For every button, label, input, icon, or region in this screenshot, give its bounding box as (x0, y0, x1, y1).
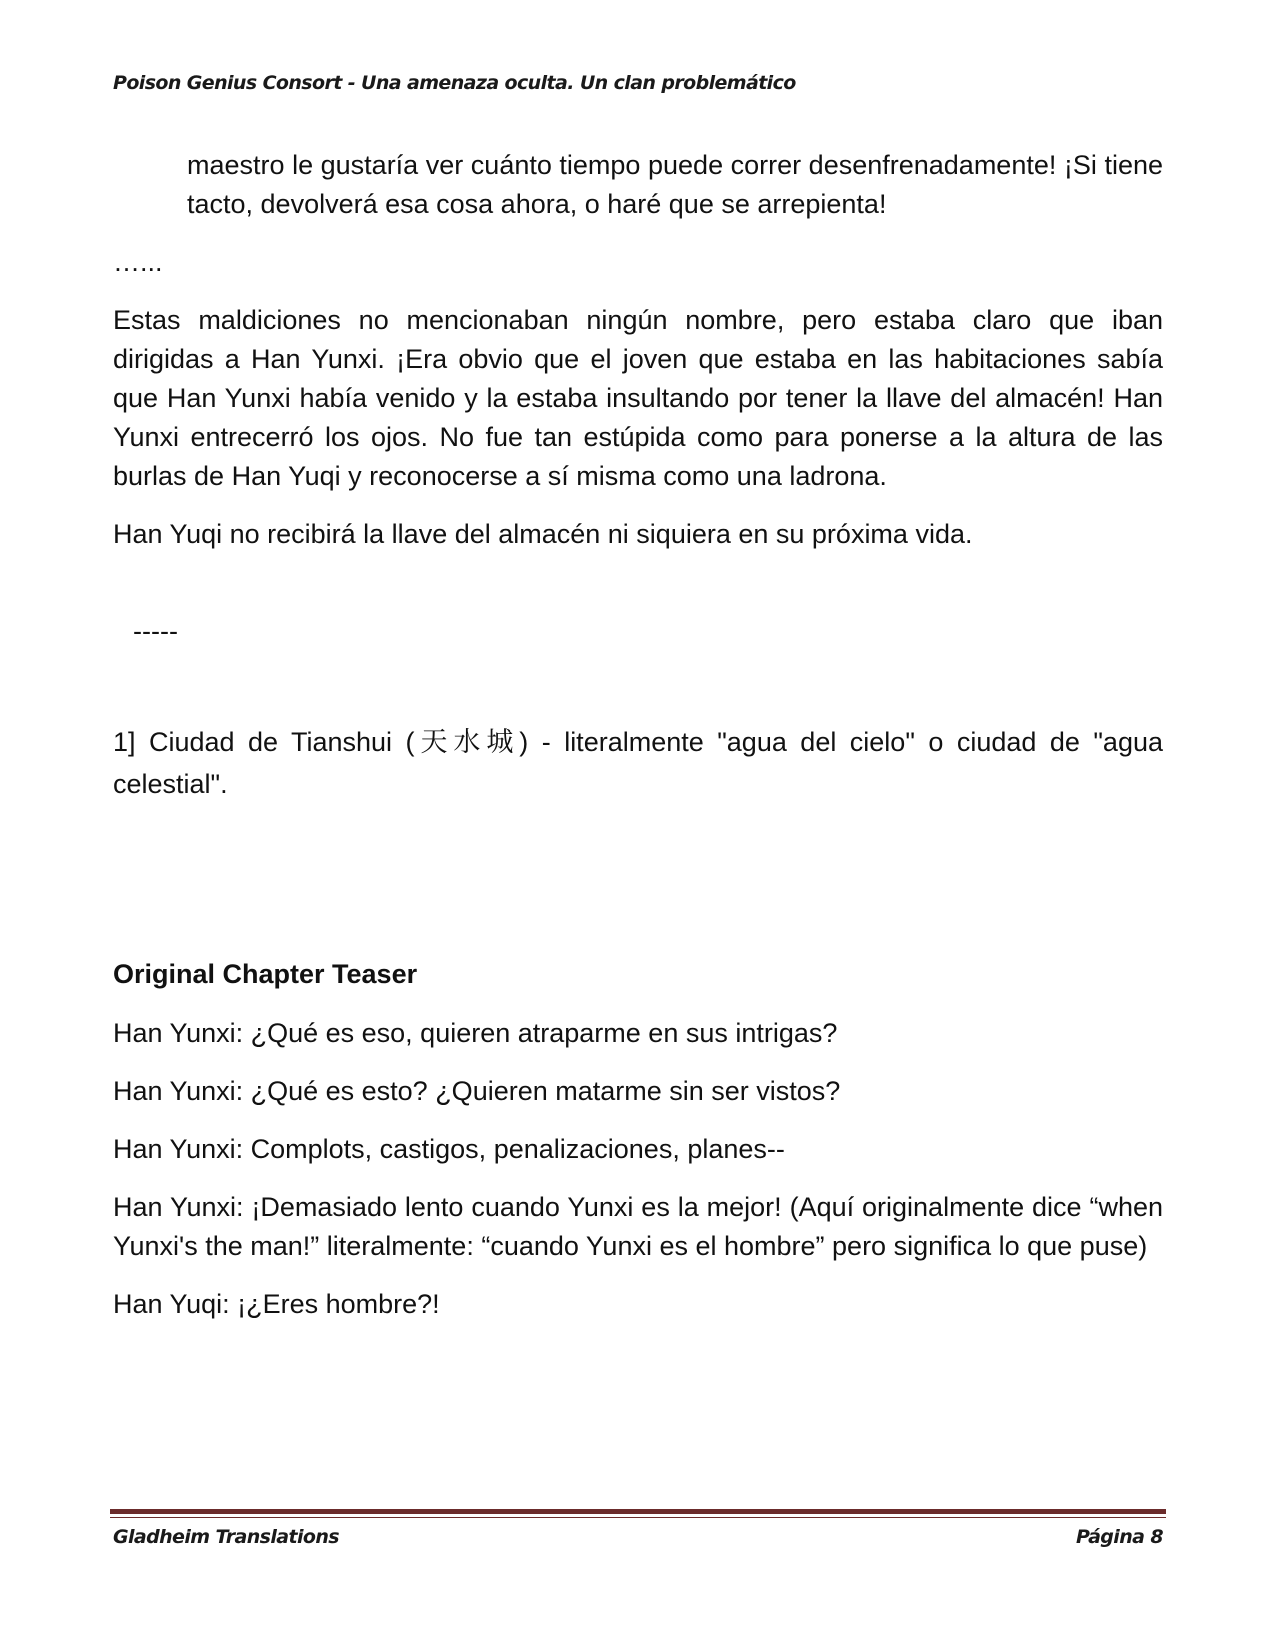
teaser-line: Han Yunxi: ¡Demasiado lento cuando Yunxi es la mejor! (Aquí originalmente dice “when Yunxi's the man!” literalmente: “cuando Yunxi es el hombre” pero significa lo que puse) (113, 1192, 1163, 1261)
teaser-line: Han Yunxi: Complots, castigos, penalizaciones, planes-- (113, 1134, 785, 1164)
ellipsis-line: …... (113, 247, 163, 277)
footer-divider (110, 1509, 1166, 1514)
document-body (113, 146, 1163, 1343)
section-separator: ----- (133, 616, 178, 646)
footnote: 1] Ciudad de Tianshui (天水城) - literalmente "agua del cielo" o ciudad de "agua celestial". (113, 727, 1163, 799)
body-paragraph: Han Yuqi no recibirá la llave del almacén ni siquiera en su próxima vida. (113, 519, 973, 549)
page-header-title: Poison Genius Consort - Una amenaza oculta. Un clan problemático (113, 72, 796, 94)
footer-page-number: Página 8 (1075, 1526, 1163, 1548)
body-paragraph: Estas maldiciones no mencionaban ningún nombre, pero estaba claro que iban dirigidas a Han Yunxi. ¡Era obvio que el joven que estaba en las habitaciones sabía que Han Yunxi había venido y la estaba insultando por tener la llave del almacén! Han Yunxi entrecerró los ojos. No fue tan estúpida como para ponerse a la altura de las burlas de Han Yuqi y reconocerse a sí misma como una ladrona. (113, 305, 1163, 491)
footer-publisher: Gladheim Translations (113, 1526, 339, 1548)
quote-paragraph: maestro le gustaría ver cuánto tiempo puede correr desenfrenadamente! ¡Si tiene tacto, devolverá esa cosa ahora, o haré que se arrepienta! (187, 150, 1163, 219)
teaser-heading: Original Chapter Teaser (113, 959, 418, 989)
teaser-line: Han Yuqi: ¡¿Eres hombre?! (113, 1289, 440, 1319)
teaser-line: Han Yunxi: ¿Qué es eso, quieren atraparme en sus intrigas? (113, 1018, 838, 1048)
footer-divider-thin (110, 1517, 1166, 1518)
teaser-line: Han Yunxi: ¿Qué es esto? ¿Quieren matarme sin ser vistos? (113, 1076, 841, 1106)
